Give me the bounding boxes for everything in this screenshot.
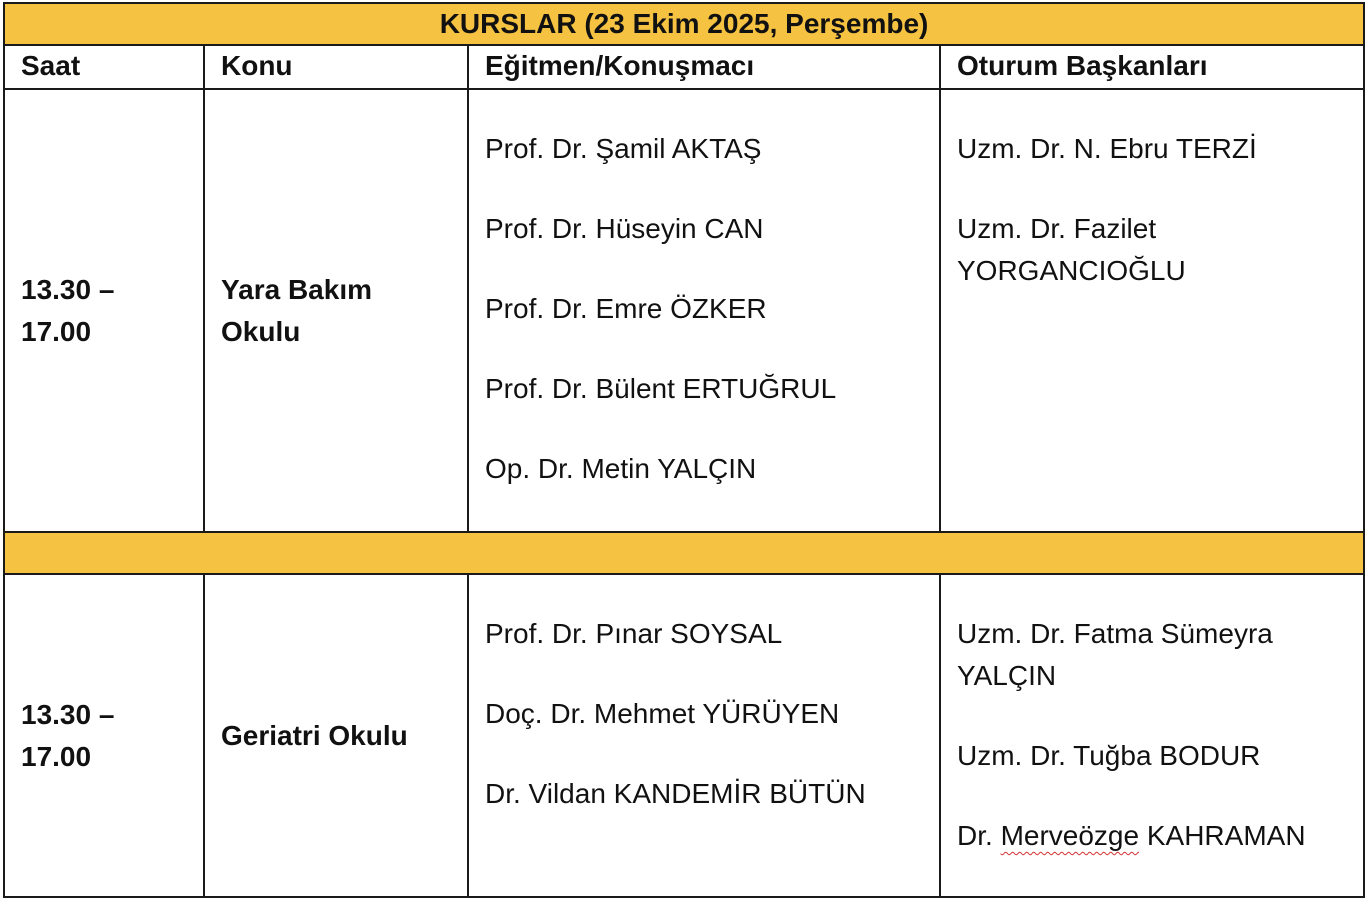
speakers-cell [468, 89, 940, 532]
topic-line: Okulu [221, 315, 301, 347]
speaker-name: Doç. Dr. Mehmet YÜRÜYEN [485, 698, 840, 729]
topic-line: Yara Bakım [221, 273, 372, 305]
time-end: 17.00 [21, 315, 92, 347]
time-start: 13.30 – [21, 273, 115, 305]
speaker-name: Prof. Dr. Pınar SOYSAL [485, 618, 783, 649]
header-saat: Saat [4, 45, 204, 89]
spellcheck-word: Merveözge [1000, 820, 1140, 851]
chair-name: Uzm. Dr. Fatma Sümeyra YALÇIN [957, 618, 1273, 691]
header-oturum-baskanlari: Oturum Başkanları [940, 45, 1364, 89]
chair-name: Uzm. Dr. Fazilet YORGANCIOĞLU [957, 213, 1186, 286]
time-start: 13.30 – [21, 698, 115, 730]
chair-name: Uzm. Dr. N. Ebru TERZİ [957, 133, 1257, 164]
speaker-name: Dr. Vildan KANDEMİR BÜTÜN [485, 778, 866, 809]
speakers-cell [468, 574, 940, 897]
speaker-name: Prof. Dr. Şamil AKTAŞ [485, 133, 762, 164]
speaker-name: Prof. Dr. Emre ÖZKER [485, 293, 767, 324]
chair-name [957, 815, 1363, 857]
title-row [4, 3, 1364, 45]
chair-prefix: Dr. [957, 820, 1001, 851]
table-title: KURSLAR (23 Ekim 2025, Perşembe) [4, 3, 1364, 45]
chair-name: Uzm. Dr. Tuğba BODUR [957, 740, 1261, 771]
session-row [4, 574, 1364, 897]
speaker-name: Prof. Dr. Bülent ERTUĞRUL [485, 373, 837, 404]
speaker-name: Prof. Dr. Hüseyin CAN [485, 213, 764, 244]
header-konu: Konu [204, 45, 468, 89]
chairs-cell [940, 574, 1364, 897]
speaker-name: Op. Dr. Metin YALÇIN [485, 453, 757, 484]
header-row [4, 45, 1364, 89]
session-time [4, 89, 204, 532]
topic-line: Geriatri Okulu [221, 719, 408, 751]
session-time [4, 574, 204, 897]
header-egitmen: Eğitmen/Konuşmacı [468, 45, 940, 89]
time-end: 17.00 [21, 740, 92, 772]
separator-row [4, 532, 1364, 574]
course-schedule-table [3, 2, 1365, 898]
session-topic [204, 574, 468, 897]
chairs-cell [940, 89, 1364, 532]
chair-suffix: KAHRAMAN [1139, 820, 1306, 851]
separator-band [4, 532, 1364, 574]
session-row [4, 89, 1364, 532]
session-topic [204, 89, 468, 532]
